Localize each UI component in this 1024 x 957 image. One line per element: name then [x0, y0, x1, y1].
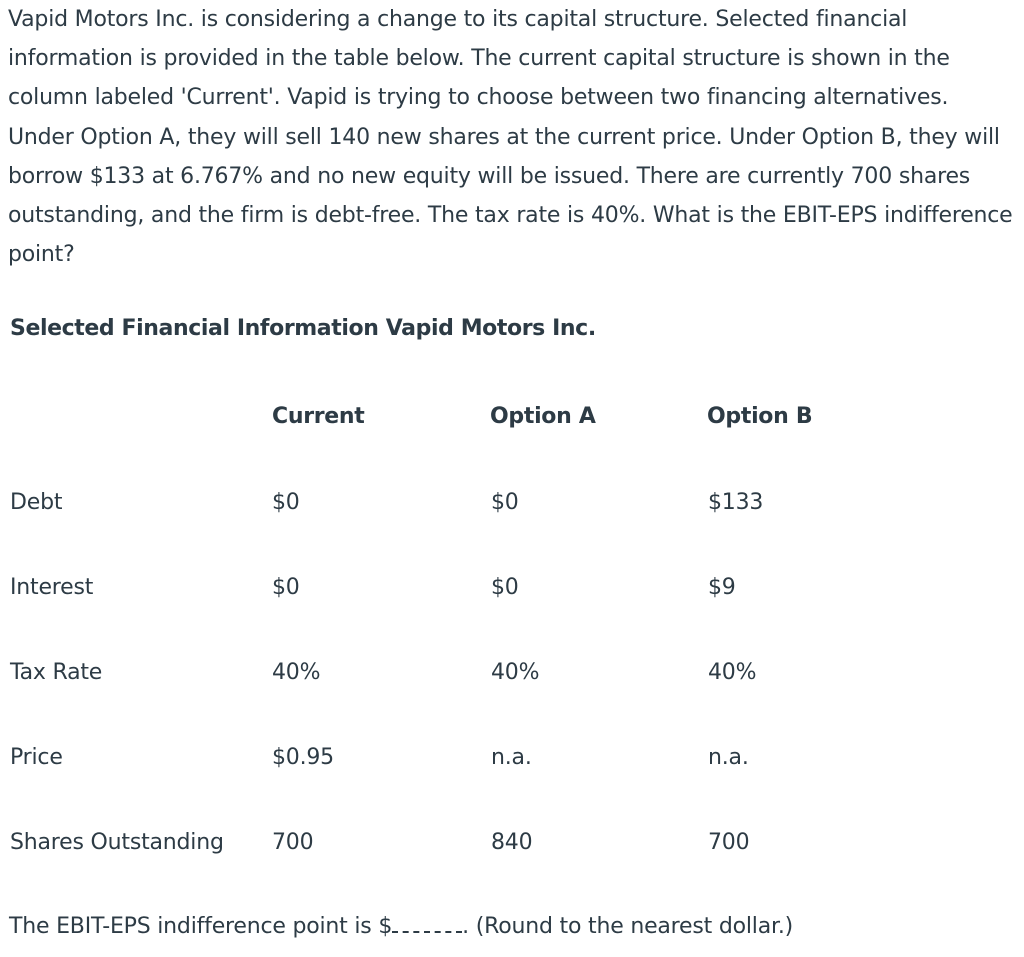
table-row-shares-outstanding [0, 830, 1024, 870]
column-header-option-b: Option B [707, 404, 813, 429]
cell-option-a: 40% [491, 660, 540, 685]
cell-option-b: $9 [708, 575, 736, 600]
row-label: Tax Rate [10, 660, 103, 685]
table-row-tax-rate [0, 660, 1024, 700]
answer-suffix: . (Round to the nearest dollar.) [462, 914, 793, 939]
row-label: Shares Outstanding [10, 830, 224, 855]
cell-current: $0 [272, 490, 300, 515]
row-label: Debt [10, 490, 63, 515]
cell-current: 700 [272, 830, 314, 855]
column-header-option-a: Option A [490, 404, 596, 429]
table-title: Selected Financial Information Vapid Motors Inc. [10, 316, 596, 341]
answer-prefix: The EBIT-EPS indifference point is $ [9, 914, 393, 939]
table-row-price [0, 745, 1024, 785]
row-label: Interest [10, 575, 94, 600]
table-row-debt [0, 490, 1024, 530]
cell-option-b: $133 [708, 490, 764, 515]
row-label: Price [10, 745, 63, 770]
cell-option-a: $0 [491, 490, 519, 515]
table-row-interest [0, 575, 1024, 615]
answer-input[interactable] [392, 911, 462, 933]
cell-option-a: $0 [491, 575, 519, 600]
column-header-current: Current [272, 404, 365, 429]
answer-line [9, 911, 793, 939]
cell-current: 40% [272, 660, 321, 685]
cell-option-a: 840 [491, 830, 533, 855]
cell-option-b: 700 [708, 830, 750, 855]
cell-option-b: n.a. [708, 745, 749, 770]
cell-option-b: 40% [708, 660, 757, 685]
cell-current: $0.95 [272, 745, 334, 770]
cell-current: $0 [272, 575, 300, 600]
question-text: Vapid Motors Inc. is considering a change to its capital structure. Selected financial information is provided in the table below. The current capital structure is shown in the column labeled 'Current'. Vapid is trying to choose between two financing alternatives. Under Option A, they will sell 140 new shares at the current price. Under Option B, they will borrow $133 at 6.767% and no new equity will be issued. There are currently 700 shares outstanding, and the firm is debt-free. The tax rate is 40%. What is the EBIT-EPS indifference point? [8, 7, 1013, 268]
cell-option-a: n.a. [491, 745, 532, 770]
